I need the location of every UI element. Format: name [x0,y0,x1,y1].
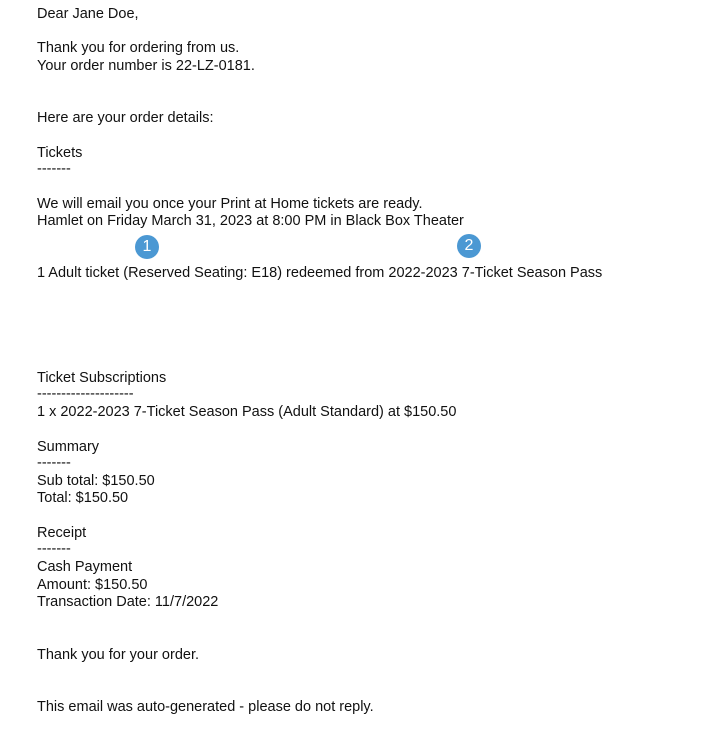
thanks-line: Thank you for ordering from us. [37,40,240,56]
subtotal: Sub total: $150.50 [37,473,155,489]
payment-method: Cash Payment [37,559,133,575]
closing-line: Thank you for your order. [37,647,199,663]
ticket-line: 1 Adult ticket (Reserved Seating: E18) redeemed from 2022-2023 7-Ticket Season Pass [37,265,603,281]
event-details: Hamlet on Friday March 31, 2023 at 8:00 PM in Black Box Theater [37,213,464,229]
receipt-divider: ------- [37,541,71,557]
receipt-heading: Receipt [37,525,87,541]
details-intro: Here are your order details: [37,110,214,126]
summary-heading: Summary [37,439,100,455]
tickets-heading: Tickets [37,145,83,161]
subscriptions-divider: -------------------- [37,386,134,402]
greeting: Dear Jane Doe, [37,6,139,22]
print-at-home-notice: We will email you once your Print at Home tickets are ready. [37,196,423,212]
transaction-date: Transaction Date: 11/7/2022 [37,594,219,610]
annotation-badge-1: 1 [135,235,159,259]
tickets-divider: ------- [37,161,71,177]
order-number-line: Your order number is 22-LZ-0181. [37,58,255,74]
subscription-item: 1 x 2022-2023 7-Ticket Season Pass (Adult Standard) at $150.50 [37,404,457,420]
footer-note: This email was auto-generated - please do not reply. [37,699,374,715]
annotation-badge-2: 2 [457,234,481,258]
payment-amount: Amount: $150.50 [37,577,148,593]
total: Total: $150.50 [37,490,129,506]
summary-divider: ------- [37,455,71,471]
subscriptions-heading: Ticket Subscriptions [37,370,167,386]
